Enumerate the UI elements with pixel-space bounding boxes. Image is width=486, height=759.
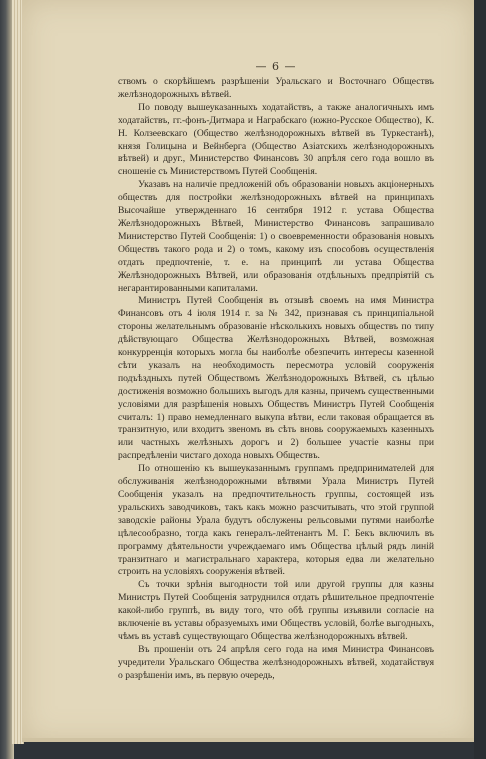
page-number: — 6 — — [255, 60, 297, 73]
paragraph-continuation: ствомъ о скорѣйшемъ разрѣшеніи Уральскаго и Восточнаго Обществъ желѣзнодорожныхъ вѣтвей. — [118, 76, 434, 100]
paragraph: Съ точки зрѣнія выгодности той или другой группы для казны Министръ Путей Сообщенія затруднился отдать рѣшительное предпочтеніе какой-либо группѣ, въ виду того, что обѣ группы изъявили согласіе на включеніе въ уставы образуемыхъ ими Обществъ условій, болѣе выгодныхъ, чѣмъ въ уставѣ существующаго Общества желѣзнодорожныхъ вѣтвей. — [118, 579, 434, 642]
scan-background-right — [474, 0, 486, 759]
body-text — [118, 76, 434, 683]
paragraph: Въ прошеніи отъ 24 апрѣля сего года на имя Министра Финансовъ учредители Уральскаго Общества желѣзнодорожныхъ вѣтвей, ходатайствуя о разрѣшеніи имъ, въ первую очередь, — [118, 643, 434, 681]
paragraph: Министръ Путей Сообщенія въ отзывѣ своемъ на имя Министра Финансовъ отъ 4 іюля 1914 г. за № 342, признавая съ принципіальной стороны желательнымъ образованіе нѣсколькихъ новыхъ обществъ по типу дѣйствующаго Общества Желѣзнодорожныхъ Вѣтвей, возможная конкурренція которыхъ могла бы наиболѣе обезпечить интересы казенной сѣти указалъ на необходимость пересмотра условій сооруженія подъѣздныхъ путей Обществомъ Желѣзнодорожныхъ Вѣтвей, съ цѣлью достиженія возможно большихъ выгодъ для казны, причемъ существенными условіями для разрѣшенія новыхъ Обществъ Министръ Путей Сообщенія считалъ: 1) право немедленнаго выкупа вѣтви, если таковая обращается въ транзитную, или входитъ звеномъ въ сѣть вновь сооружаемыхъ казенныхъ или частныхъ желѣзныхъ дорогъ и 2) большее участіе казны при распредѣленіи чистаго дохода новыхъ Обществъ. — [118, 295, 434, 462]
paragraph: По поводу вышеуказанныхъ ходатайствъ, а также аналогичныхъ имъ ходатайствъ, гг.-фонъ-Дитмара и Награбскаго (южно-Русское Общество), К. Н. Колзеевскаго (Общество желѣзнодорожныхъ вѣтвей въ Туркестанѣ), князя Голицына и Вейнберга (Общество Азіатскихъ желѣзнодорожныхъ вѣтвей) и друг., Министерство Финансовъ 30 апрѣля сего года вошло въ сношеніе съ Министерствомъ Путей Сообщенія. — [118, 101, 434, 178]
paragraph: Указавъ на наличіе предложеній объ образованіи новыхъ акціонерныхъ обществъ для постройки желѣзнодорожныхъ вѣтвей на принципахъ Высочайше утвержденнаго 16 сентября 1912 г. устава Общества Желѣзнодорожныхъ Вѣтвей, Министерство Финансовъ запрашивало Министерство Путей Сообщенія: 1) о своевременности образованія новыхъ Обществъ такого рода и 2) о томъ, какому изъ способовъ осуществленія отдать предпочтеніе, т. е. на принципѣ ли устава Общества Желѣзнодорожныхъ Вѣтвей, или образованія отдѣльныхъ предпріятій съ негарантированными капиталами. — [118, 179, 434, 294]
paragraph: По отношенію къ вышеуказаннымъ группамъ предпринимателей для обслуживанія желѣзнодорожными вѣтвями Урала Министръ Путей Сообщенія указалъ на предпочтительность группы, состоящей изъ уральскихъ заводчиковъ, такъ какъ можно разсчитывать, что этой группой заводскіе районы Урала будутъ обслужены рельсовыми путями наиболѣе цѣлесообразно, тогда какъ генералъ-лейтенантъ М. Г. Бекъ включилъ въ программу дѣятельности учреждаемаго имъ Общества цѣлый рядъ линій транзитнаго и магистральнаго характера, которыя едва ли желательно строить на условіяхъ сооруженія вѣтвей. — [118, 463, 434, 578]
